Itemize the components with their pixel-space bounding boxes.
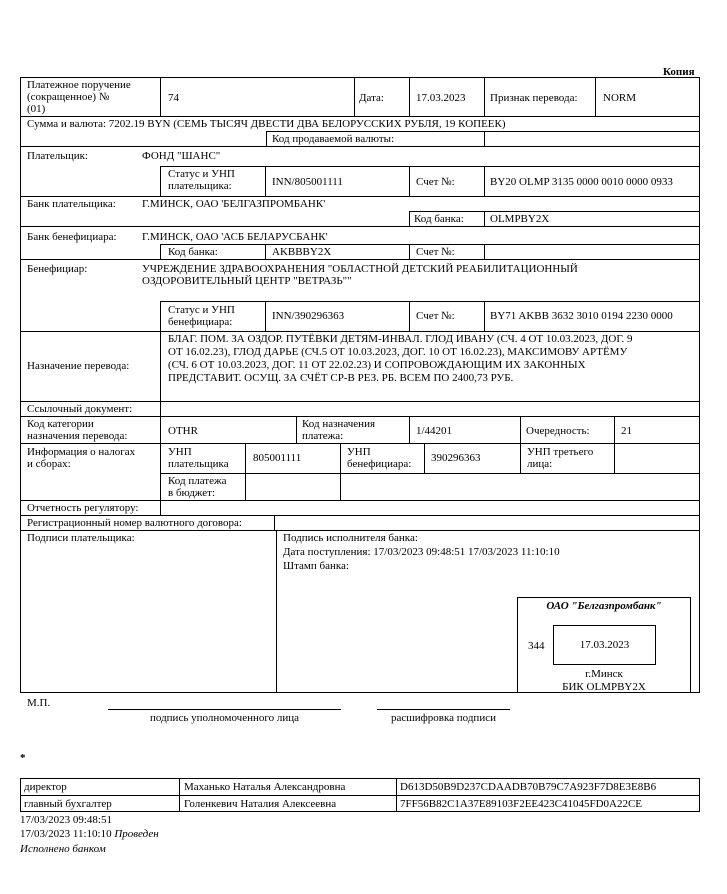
signer-hash: 7FF56B82C1A37E89103F2EE423C41045FD0A22CE xyxy=(400,798,643,810)
purpose-text-line3: (СЧ. 6 ОТ 10.03.2023, ДОГ. 11 ОТ 22.02.23) И СОПРОВОЖДАЮЩИМ ИХ ЗАКОННЫХ xyxy=(168,359,586,371)
transfer-sign-label: Признак перевода: xyxy=(490,92,578,104)
signer-role: директор xyxy=(24,781,67,793)
stamp-bank-name: ОАО "Белгазпромбанк" xyxy=(546,600,662,612)
beneficiary-bank-code: AKBBBY2X xyxy=(272,246,332,258)
payer-signatures-label: Подписи плательщика: xyxy=(27,532,135,544)
receipt-date: Дата поступления: 17/03/2023 09:48:51 17/03/2023 11:10:10 xyxy=(283,546,560,558)
priority-value: 21 xyxy=(621,425,632,437)
beneficiary-bank-account-label: Счет №: xyxy=(416,246,455,258)
footer-status: Проведен xyxy=(114,828,159,840)
budget-code-label: Код платежа xyxy=(168,475,227,487)
category-value: OTHR xyxy=(168,425,198,437)
beneficiary-account-label: Счет №: xyxy=(416,310,455,322)
tax-payer-unp-label: УНП xyxy=(168,446,192,458)
beneficiary-name: УЧРЕЖДЕНИЕ ЗДРАВООХРАНЕНИЯ "ОБЛАСТНОЙ ДЕТСКИЙ РЕАБИЛИТАЦИОННЫЙ xyxy=(142,263,578,275)
tax-payer-unp-label2: плательщика xyxy=(168,458,229,470)
purpose-code-label: Код назначения xyxy=(302,418,376,430)
signer-hash: D613D50B9D237CDAADB70B79C7A923F7D8E3E8B6 xyxy=(400,781,657,793)
bank-signature-label: Подпись исполнителя банка: xyxy=(283,532,418,544)
regulator-label: Отчетность регулятору: xyxy=(27,502,139,514)
purpose-code-label2: платежа: xyxy=(302,430,344,442)
order-date: 17.03.2023 xyxy=(416,92,466,104)
payer-account-label: Счет №: xyxy=(416,176,455,188)
taxes-label: Информация о налогах xyxy=(27,446,136,458)
beneficiary-bank-label: Банк бенефициара: xyxy=(27,231,117,243)
doc-title-line3: (01) xyxy=(27,103,46,115)
beneficiary-bank-name: Г.МИНСК, ОАО 'АСБ БЕЛАРУСБАНК' xyxy=(142,231,328,243)
stamp-city: г.Минск xyxy=(585,668,623,680)
tax-payer-unp: 805001111 xyxy=(253,452,302,464)
asterisk: * xyxy=(20,752,26,764)
signer-role: главный бухгалтер xyxy=(24,798,112,810)
transfer-sign-value: NORM xyxy=(603,92,637,104)
tax-beneficiary-unp-label: УНП xyxy=(347,446,371,458)
doc-title: Платежное поручение xyxy=(27,79,131,91)
budget-code-label2: в бюджет: xyxy=(168,487,215,499)
priority-label: Очередность: xyxy=(526,425,590,437)
tax-beneficiary-unp-label2: бенефициара: xyxy=(347,458,412,470)
third-party-unp-label2: лица: xyxy=(527,458,553,470)
footer-timestamp-2 xyxy=(20,828,159,840)
order-number: 74 xyxy=(168,92,179,104)
beneficiary-account: BY71 AKBB 3632 3010 0194 2230 0000 xyxy=(490,310,673,322)
copy-label: Копия xyxy=(663,66,695,78)
payer-bank-code: OLMPBY2X xyxy=(490,213,550,225)
beneficiary-status-label2: бенефициара: xyxy=(168,316,233,328)
stamp-bik: БИК OLMPBY2X xyxy=(562,681,646,693)
beneficiary-unp: INN/390296363 xyxy=(272,310,345,322)
payer-unp: INN/805001111 xyxy=(272,176,343,188)
beneficiary-name-line2: ОЗДОРОВИТЕЛЬНЫЙ ЦЕНТР "ВЕТРАЗЬ"" xyxy=(142,275,352,287)
payer-bank-label: Банк плательщика: xyxy=(27,198,116,210)
payer-bank-code-label: Код банка: xyxy=(414,213,464,225)
tax-beneficiary-unp: 390296363 xyxy=(431,452,481,464)
footer-timestamp: 17/03/2023 09:48:51 xyxy=(20,814,112,826)
payer-status-label2: плательщика: xyxy=(168,180,232,192)
footer-executed: Исполнено банком xyxy=(20,843,106,855)
payer-name: ФОНД "ШАНС" xyxy=(142,150,221,162)
category-label: Код категории xyxy=(27,418,94,430)
stamp-label: Штамп банка: xyxy=(283,560,349,572)
payer-bank-name: Г.МИНСК, ОАО 'БЕЛГАЗПРОМБАНК' xyxy=(142,198,326,210)
sold-currency-label: Код продаваемой валюты: xyxy=(272,133,395,145)
amount-and-currency: Сумма и валюта: 7202.19 BYN (СЕМЬ ТЫСЯЧ ДВЕСТИ ДВА БЕЛОРУССКИХ РУБЛЯ, 19 КОПЕЕК) xyxy=(27,118,506,130)
authorized-signature-caption: подпись уполномоченного лица xyxy=(150,712,299,724)
signer-name: Голенкевич Наталия Алексеевна xyxy=(184,798,337,810)
reference-doc-label: Ссылочный документ: xyxy=(27,403,133,415)
beneficiary-status-label: Статус и УНП xyxy=(168,304,235,316)
purpose-label: Назначение перевода: xyxy=(27,360,130,372)
payer-label: Плательщик: xyxy=(27,150,88,162)
footer-time: 17/03/2023 11:10:10 xyxy=(20,828,112,840)
purpose-code: 1/44201 xyxy=(416,425,453,437)
purpose-text-line4: ПРЕДСТАВИТ. ОСУЩ. ЗА СЧЁТ СР-В РЕЗ. РБ. ВСЕМ ПО 2400,73 РУБ. xyxy=(168,372,514,384)
seal-place: М.П. xyxy=(27,697,51,709)
payer-account: BY20 OLMP 3135 0000 0010 0000 0933 xyxy=(490,176,673,188)
taxes-label2: и сборах: xyxy=(27,458,71,470)
signature-decode-caption: расшифровка подписи xyxy=(391,712,496,724)
signer-name: Маханько Наталья Александровна xyxy=(184,781,346,793)
contract-number-label: Регистрационный номер валютного договора: xyxy=(27,517,242,529)
stamp-date: 17.03.2023 xyxy=(579,639,630,651)
category-label2: назначения перевода: xyxy=(27,430,128,442)
stamp-code: 344 xyxy=(528,640,545,652)
doc-title-line2: (сокращенное) № xyxy=(27,91,110,103)
date-label: Дата: xyxy=(359,92,384,104)
beneficiary-label: Бенефициар: xyxy=(27,263,88,275)
beneficiary-bank-code-label: Код банка: xyxy=(168,246,218,258)
purpose-text-line1: БЛАГ. ПОМ. ЗА ОЗДОР. ПУТЁВКИ ДЕТЯМ-ИНВАЛ. ГЛОД ИВАНУ (СЧ. 4 ОТ 10.03.2023, ДОГ. 9 xyxy=(168,333,633,345)
third-party-unp-label: УНП третьего xyxy=(527,446,594,458)
purpose-text-line2: ОТ 16.02.23), ГЛОД ДАРЬЕ (СЧ.5 ОТ 10.03.2023, ДОГ. 10 ОТ 16.02.23), МАКСИМОВУ АРТЁМУ xyxy=(168,346,628,358)
payer-status-label: Статус и УНП xyxy=(168,168,235,180)
